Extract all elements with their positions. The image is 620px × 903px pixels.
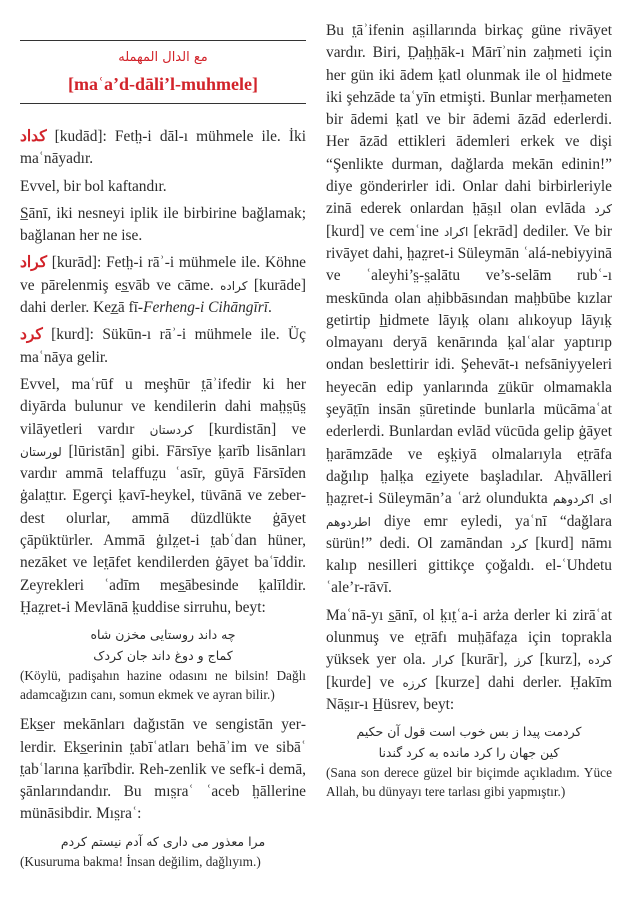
text: [kudād]: Feth̤-i dāl-ı mühmele ile. İki maʿnāyadır.: [20, 128, 306, 168]
paragraph: [20, 176, 306, 198]
arabic-term: كراده: [220, 278, 248, 293]
verse: [326, 721, 612, 763]
text: Bu t̤āʾifenin as̤illarında birkaç güne rivāyet vardır. Biri, D̤ah̤h̤āk-ı Mārīʾnin zah̤meti için her gün iki ādem k̤atl olunmak ile ol h̲idmete iki şehzāde taʿyīn etmişti. Bunlar merh̤ameten bir ādemi k̤atl ve bir ādemi āzād ederlerdi. Her āzād ettikleri ādemleri erkek ve dişi “Şenlikte durman, dağlarda mekān edinin!” diye gönderirler idi. Onlar dahi birbirleriyle zinā ederek onlardan h̤ās̤ıl olan evlāda: [326, 22, 612, 218]
paragraph: [326, 605, 612, 716]
arabic-term: كرده: [588, 653, 613, 668]
text: (Kusuruma bakma! İnsan değilim, dağlıyım.): [20, 853, 261, 869]
section-title-transliteration: [maʿa’d-dāli’l-muhmele]: [68, 74, 258, 94]
text: [kurd] ve cemʿine: [326, 222, 444, 240]
left-body: [20, 126, 306, 871]
text: .: [268, 299, 272, 317]
arabic-term: كردستان: [149, 422, 194, 437]
paragraph: [326, 20, 612, 600]
verse-line: کماج و دوغ داند جان کردک: [93, 648, 233, 664]
arabic-term: اكراد: [443, 224, 469, 239]
text: [kurāde] dahi derler. Kez̲ā fī-: [20, 276, 306, 317]
verse-line: کردمت پیدا ز بس خوب است قول آن حکیم: [356, 724, 582, 740]
text: Maʿnā-yı s̲ānī, ol k̤ıt̤ʿa-i arża derler ki zirāʿat olunmuş ve et̤rāfı muh̤āfaz̤a için toprakla yüksek yer ola.: [326, 606, 612, 669]
verse-line: چه داند روستایی مخزن شاه: [90, 627, 236, 643]
headword: كراد: [20, 254, 47, 272]
verse-line: کین جهان را کرد مانده به کرد گندنا: [378, 745, 560, 761]
translation-note: [326, 763, 612, 801]
arabic-term: لورستان: [20, 444, 62, 459]
headword: كداد: [20, 128, 47, 145]
right-column: [326, 20, 612, 811]
text: [kurz],: [532, 651, 589, 669]
paragraph: [20, 126, 306, 171]
arabic-term: اكردوهم: [552, 492, 595, 507]
paragraph: [20, 324, 306, 369]
text: (Sana son derece güzel bir biçimde açıkladım. Yüce Allah, bu dünyayı tere tarlası gibi yapmıştır.): [326, 765, 612, 800]
text: [kurd]: Sükūn-ı rāʾ-i mühmele ile. Üç maʿnāya gelir.: [20, 326, 306, 366]
header-top-rule: [20, 40, 306, 41]
text: (Köylü, padişahın hazine odasını ne bilsin! Dağlı adamcağızın canı, somun ekmek ve ayran bilir.): [20, 668, 306, 703]
arabic-term: كرز: [514, 653, 533, 668]
text: [kurze] dahi derler. H̤akīm Nās̤ır-ı H̲üsrev, beyt:: [326, 673, 613, 713]
translation-note: [20, 666, 306, 704]
verse: [20, 831, 306, 852]
paragraph: [20, 203, 306, 248]
text: [kurd] nāmı kalıp nesilleri gittikçe çoğaldı. el-ʿUhdetu ʿale’r-rāvī.: [326, 534, 612, 597]
text: diye emr eyledi, yaʿnī “dağlara sürün!” dedi. Ol zamāndan: [326, 512, 612, 552]
arabic-term: كرار: [432, 653, 455, 668]
left-column: [20, 40, 306, 881]
verse: [20, 624, 306, 666]
arabic-term: كرزه: [402, 675, 427, 690]
headword: كرد: [20, 326, 43, 344]
translation-note: [20, 852, 306, 871]
verse-line: مرا معذور می داری که آدم نیستم کردم: [60, 833, 266, 849]
right-body: [326, 20, 612, 801]
section-title-arabic: مع الدال المهمله: [118, 50, 208, 65]
text: Eks̲er mekānları dağıstān ve sengistān yerlerdir. Eks̲erinin t̤abīʿatları behāʾim ve sibāʿ t̤abʿlarına k̤arībdir. Reh-zenlik ve sefk-i demā, şānlarındandır. Bu mıs̤raʿ ʿaceb h̤āllerine münāsibdir. Mıs̤raʿ:: [20, 716, 306, 823]
text: Evvel, bir bol kaftandır.: [20, 177, 167, 195]
paragraph: [20, 714, 306, 825]
paragraph: [20, 252, 306, 319]
arabic-term: اى اطردوهم: [326, 492, 612, 529]
text: Evvel, maʿrūf u meşhūr t̤āʾifedir ki her diyārda bulunur ve kendilerin dahi mah̤s̤ūs̤ vilāyetleri vardır: [20, 375, 306, 438]
text: [kurār],: [454, 651, 515, 669]
text: [kurdistān] ve: [193, 420, 306, 438]
paragraph: [20, 374, 306, 619]
text: [kurde] ve: [326, 673, 403, 691]
arabic-term: كرد: [510, 536, 528, 551]
text: [kurād]: Feth̤-i rāʾ-i mühmele ile. Köhne ve pārelenmiş es̲vāb ve cāme.: [20, 254, 306, 294]
text: [lūristān] gibi. Fārsīye k̤arīb lisānları vardır ammā telaffuz̤u ʿasīr, gūyā Fārsīden ġalat̤tır. Egerçi k̤avī-heykel, tüvānā ve zeber-dest olurlar, ammā düzdlükte ġāyet çāpüktürler. Ammā ġılz̤et-i t̤abʿdan hüner, nezāket ve let̤āfet kendilerden ġāyet baʿīddir. Zeyrekleri ʿadīm mes̲ābesinde k̤alīldir. H̤az̤ret-i Mevlānā k̤uddise sirruhu, beyt:: [20, 442, 306, 616]
italic-title: Ferheng-i Cihāngīrī: [143, 299, 269, 317]
arabic-term: كرد: [594, 202, 612, 217]
text: S̲ānī, iki nesneyi iplik ile birbirine bağlamak; bağlanan her ne ise.: [20, 204, 306, 245]
text: [ekrād] dediler. Ve bir rivāyet dahi, h̤az̤ret-i Süleymān ʿalá-nebiyyinā ve ʿaleyhi’s̤-s̤alātu ve’s-selām rubʿ-ı meskūnda olan ah̤ibbāsından mah̤būbe kızlar getirtip h̲idmete lāyık̤ olanı alıkoyup lāyık̤ olmayanı deryā kenārında k̤alʿalar yaptırıp ondan beslettirir idi. Şehevāt-ı nefsāniyyeleri heyecān edip yanlarında z̲ükūr olmamakla şeyāt̤īn insān s̤ūretinde bunlarla mücāmaʿat ederlerdi. Bunlardan evlād vücūda gelip ġāyet h̤arāmzāde ve eşk̤iyā olmalarıyla et̤rāfa dağılıp h̤alk̤a ez̲iyete başladılar. Ah̤vālleri h̤az̤ret-i Süleymān’a ʿarż olundukta: [326, 222, 613, 508]
header-bottom-rule: [20, 103, 306, 104]
